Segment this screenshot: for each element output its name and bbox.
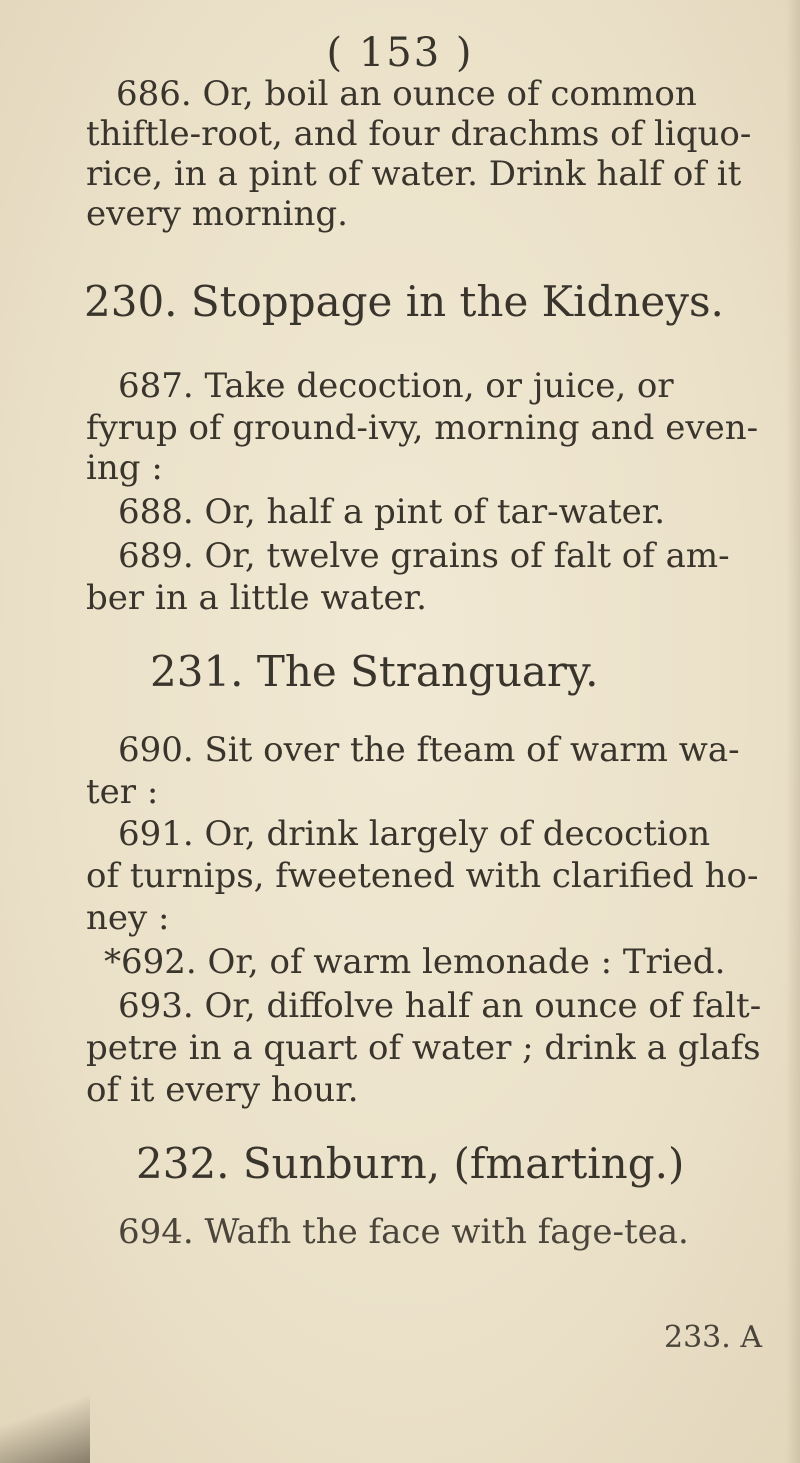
text-line: 693. Or, diffolve half an ounce of falt- (118, 986, 762, 1026)
corner-shadow (0, 1380, 90, 1463)
text-line: ber in a little water. (86, 578, 427, 618)
text-line: 691. Or, drink largely of decoction (118, 814, 711, 854)
text-line: 687. Take decoction, or juice, or (118, 366, 674, 406)
text-line: of turnips, fweetened with clarified ho- (86, 856, 759, 896)
section-heading: 231. The Stranguary. (150, 647, 599, 696)
section-heading: 232. Sunburn, (fmarting.) (136, 1139, 685, 1188)
text-line: ney : (86, 898, 170, 938)
text-line: 686. Or, boil an ounce of common (116, 74, 697, 114)
text-line: 688. Or, half a pint of tar-water. (118, 492, 666, 532)
section-heading: 230. Stoppage in the Kidneys. (84, 277, 724, 326)
text-line: 690. Sit over the fteam of warm wa- (118, 730, 740, 770)
text-line: ing : (86, 448, 163, 488)
text-line: thiftle-root, and four drachms of liquo- (86, 114, 752, 154)
text-line: ter : (86, 772, 159, 812)
text-line: 689. Or, twelve grains of falt of am- (118, 536, 730, 576)
text-line: rice, in a pint of water. Drink half of it (86, 154, 742, 194)
text-line: petre in a quart of water ; drink a glafs (86, 1028, 761, 1068)
catchword: 233. A (664, 1320, 762, 1355)
text-line: of it every hour. (86, 1070, 359, 1110)
text-line: *692. Or, of warm lemonade : Tried. (104, 942, 726, 982)
text-line: 694. Wafh the face with fage-tea. (118, 1212, 689, 1252)
text-line: fyrup of ground-ivy, morning and even- (86, 408, 759, 448)
text-line: every morning. (86, 194, 348, 234)
page-number: ( 153 ) (326, 30, 474, 76)
page-edge-shadow (786, 0, 800, 1463)
